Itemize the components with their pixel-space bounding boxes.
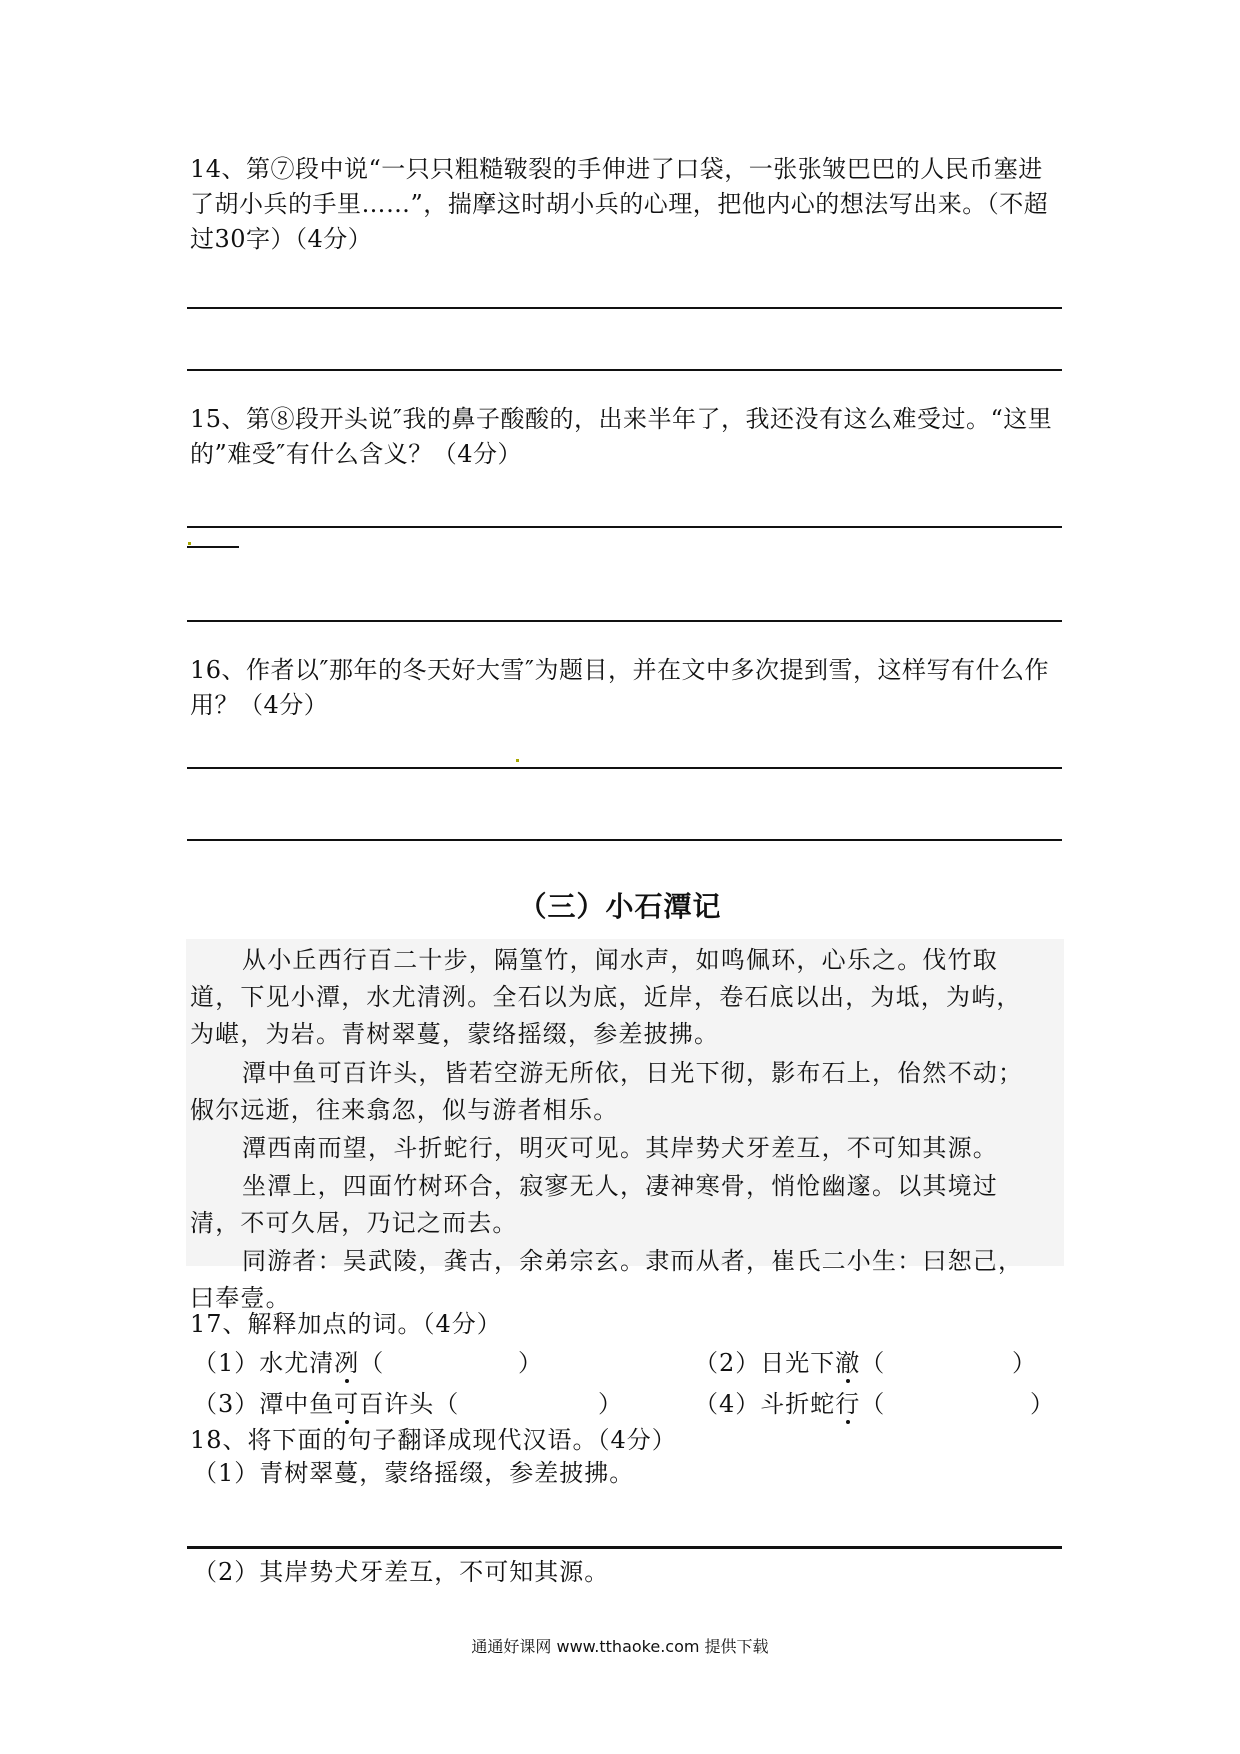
question-15: 15、第⑧段开头说″我的鼻子酸酸的，出来半年了，我还没有这么难受过。“这里的”难受″有什么含义？（4分） (190, 405, 1053, 468)
q17-item-4: （4）斗折蛇行（ (694, 1390, 886, 1418)
answer-line-short (187, 546, 239, 548)
passage-line: 道，下见小潭，水尤清洌。全石以为底，近岸，卷石底以出，为坻，为屿， (190, 983, 1022, 1011)
q17-item-4-close: ） (1030, 1390, 1055, 1418)
emphasized-word: 澈 (835, 1349, 861, 1377)
question-14: 14、第⑦段中说“一只只粗糙皲裂的手伸进了口袋，一张张皱巴巴的人民币塞进了胡小兵的手里……”，揣摩这时胡小兵的心理，把他内心的想法写出来。（不超过30字）（4分） (190, 155, 1049, 253)
passage-line: 潭西南而望，斗折蛇行，明灭可见。其岸势犬牙差互，不可知其源。 (242, 1134, 998, 1162)
stray-mark (188, 542, 191, 545)
q18-item-1: （1）青树翠蔓，蒙络摇缀，参差披拂。 (193, 1459, 635, 1487)
passage-line: 曰奉壹。 (190, 1284, 291, 1312)
answer-line (187, 526, 1062, 528)
passage-line: 俶尔远逝，往来翕忽，似与游者相乐。 (190, 1096, 619, 1124)
passage-line: 同游者：吴武陵，龚古，余弟宗玄。隶而从者，崔氏二小生：曰恕己， (242, 1247, 1024, 1275)
answer-line (187, 307, 1062, 309)
stray-mark (516, 759, 519, 762)
q17-item-2: （2）日光下澈（ (694, 1349, 886, 1377)
q17-item-1: （1）水尤清冽（ (193, 1349, 385, 1377)
passage-line: 从小丘西行百二十步，隔篁竹，闻水声，如鸣佩环，心乐之。伐竹取 (242, 946, 998, 974)
q18-item-2: （2）其岸势犬牙差互，不可知其源。 (193, 1558, 610, 1586)
question-17: 17、解释加点的词。（4分） (190, 1310, 502, 1338)
answer-line (187, 1546, 1062, 1549)
q17-item-1-close: ） (518, 1349, 543, 1377)
answer-line (187, 620, 1062, 622)
passage-line: 潭中鱼可百许头，皆若空游无所依，日光下彻，影布石上，佁然不动； (242, 1059, 1024, 1087)
question-18: 18、将下面的句子翻译成现代汉语。（4分） (190, 1426, 677, 1454)
passage-line: 为嵁，为岩。青树翠蔓，蒙络摇缀，参差披拂。 (190, 1020, 720, 1048)
q17-item-3: （3）潭中鱼可百许头（ (193, 1390, 460, 1418)
emphasized-word: 冽 (334, 1349, 360, 1377)
emphasized-word: 行 (835, 1390, 861, 1418)
passage-line: 清，不可久居，乃记之而去。 (190, 1209, 518, 1237)
q17-item-2-close: ） (1012, 1349, 1037, 1377)
emphasized-word: 可 (334, 1390, 360, 1418)
question-16: 16、作者以″那年的冬天好大雪″为题目，并在文中多次提到雪，这样写有什么作用？（4分） (190, 656, 1049, 719)
q17-item-3-close: ） (598, 1390, 623, 1418)
footer: 通通好课网 www.tthaoke.com 提供下载 (471, 1637, 769, 1656)
answer-line (187, 369, 1062, 371)
answer-line (187, 767, 1062, 769)
section-title: （三）小石潭记 (518, 890, 722, 923)
answer-line (187, 839, 1062, 841)
passage-line: 坐潭上，四面竹树环合，寂寥无人，凄神寒骨，悄怆幽邃。以其境过 (242, 1172, 998, 1200)
